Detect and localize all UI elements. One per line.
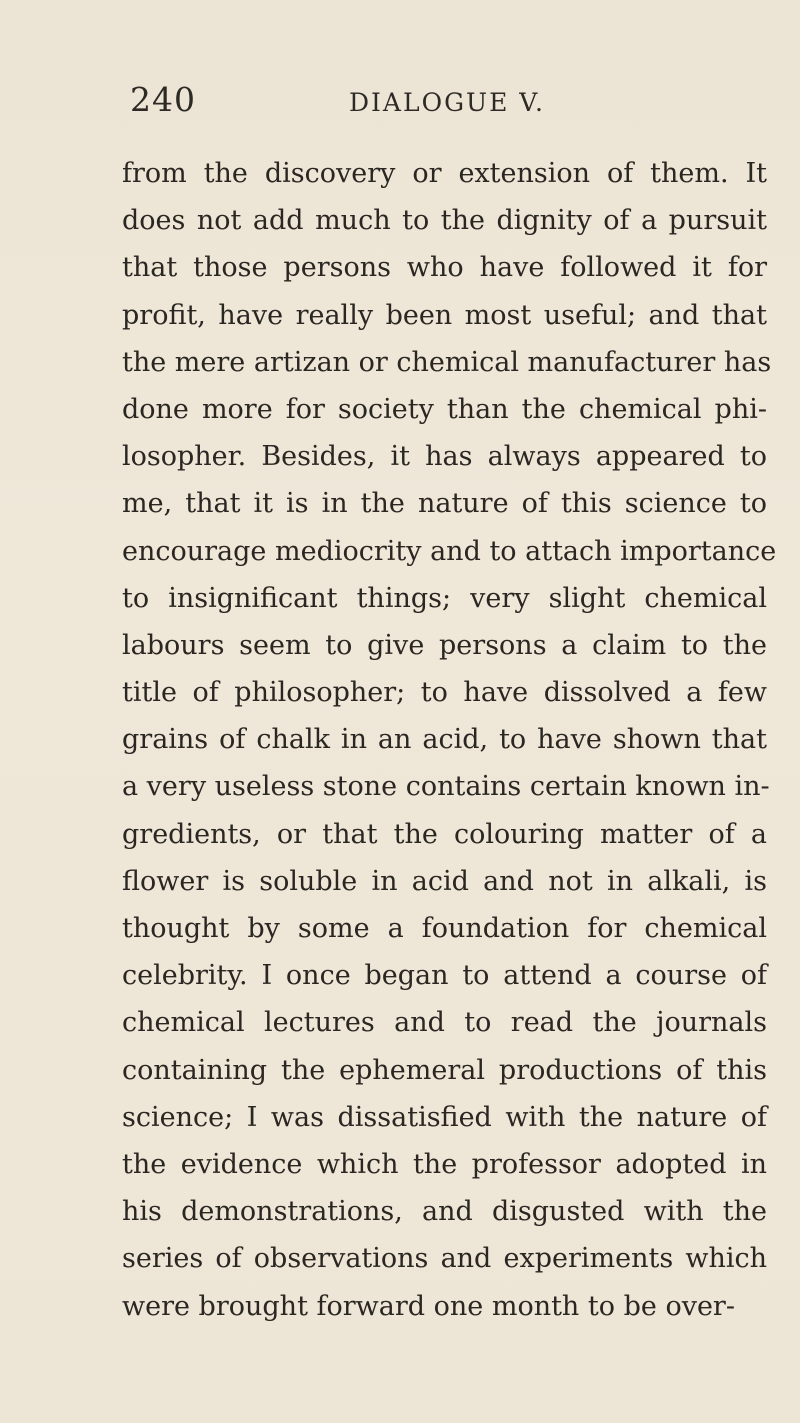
text-line: does not add much to the dignity of a pursuit [122,205,767,237]
text-line: chemical lectures and to read the journals [122,1007,767,1039]
body-text [122,150,777,1330]
text-line: a very useless stone contains certain known in- [122,771,770,803]
running-head [0,80,800,130]
text-line: science; I was dissatisfied with the nature of [122,1101,767,1133]
text-line: grains of chalk in an acid, to have shown that [122,724,767,756]
text-line: that those persons who have followed it for [122,252,767,284]
text-line: flower is soluble in acid and not in alkali, is [122,865,767,897]
text-line: gredients, or that the colouring matter of a [122,818,767,850]
page-number: 240 [130,80,196,119]
text-line: were brought forward one month to be over- [122,1290,735,1322]
text-line: thought by some a foundation for chemical [122,913,767,944]
text-line: series of observations and experiments which [122,1243,767,1275]
running-title: DIALOGUE V. [349,88,545,117]
text-line: done more for society than the chemical phi- [122,393,767,425]
text-line: the mere artizan or chemical manufacturer has [122,346,772,378]
text-line: celebrity. I once began to attend a course of [122,960,767,992]
text-line: encourage mediocrity and to attach importance [122,535,777,567]
text-line: losopher. Besides, it has always appeared to [122,441,767,473]
text-line: containing the ephemeral productions of this [122,1054,767,1086]
text-line: title of philosopher; to have dissolved a few [122,677,767,709]
text-line: labours seem to give persons a claim to the [122,629,767,661]
text-line: to insignificant things; very slight chemical [122,582,767,614]
text-line: the evidence which the professor adopted in [122,1148,767,1180]
text-line: me, that it is in the nature of this science to [122,488,767,520]
text-line: profit, have really been most useful; and that [122,299,767,331]
text-line: from the discovery or extension of them. It [122,158,767,189]
text-line: his demonstrations, and disgusted with the [122,1196,767,1228]
